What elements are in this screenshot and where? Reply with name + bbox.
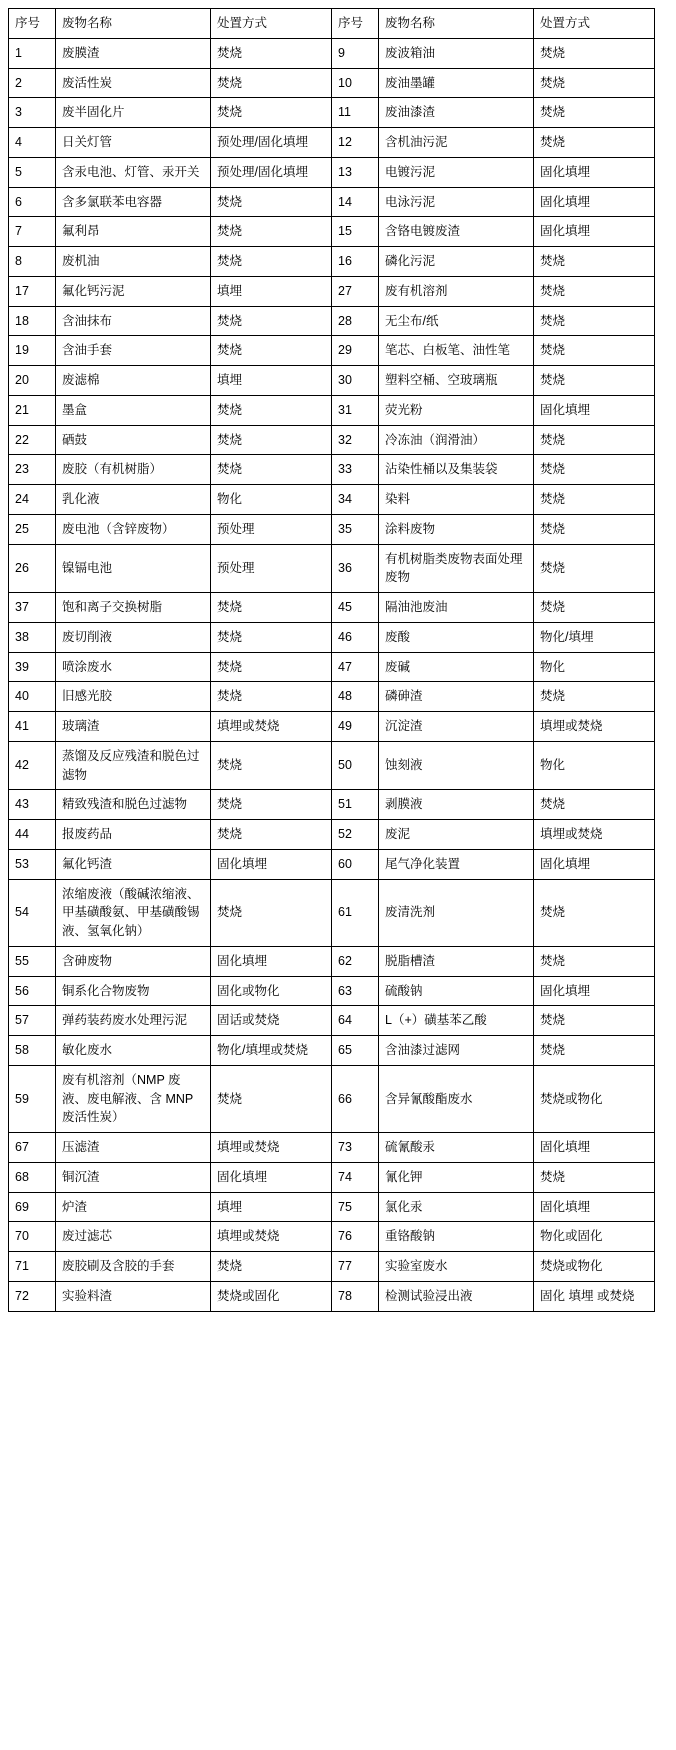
table-cell: 66 (332, 1065, 379, 1132)
table-cell: 4 (9, 128, 56, 158)
table-cell: 57 (9, 1006, 56, 1036)
table-cell: 固化填埋 (534, 187, 655, 217)
table-cell: 固化填埋 (211, 946, 332, 976)
table-cell: 78 (332, 1281, 379, 1311)
table-cell: 固化填埋 (534, 1192, 655, 1222)
table-cell: 54 (9, 879, 56, 946)
table-cell: 饱和离子交换树脂 (56, 593, 211, 623)
table-cell: 30 (332, 366, 379, 396)
table-cell: 焚烧或固化 (211, 1281, 332, 1311)
table-cell: 压滤渣 (56, 1133, 211, 1163)
table-cell: 废清洗剂 (379, 879, 534, 946)
table-cell: 68 (9, 1162, 56, 1192)
table-row (9, 1065, 655, 1132)
table-header-row (9, 9, 655, 39)
table-cell: 15 (332, 217, 379, 247)
table-cell: 废过滤芯 (56, 1222, 211, 1252)
table-body (9, 9, 655, 1312)
table-cell: 焚烧 (211, 38, 332, 68)
table-row (9, 1222, 655, 1252)
table-cell: 填埋或焚烧 (534, 712, 655, 742)
table-cell: 沉淀渣 (379, 712, 534, 742)
table-cell: 17 (9, 276, 56, 306)
table-cell: 蒸馏及反应残渣和脱色过滤物 (56, 741, 211, 790)
table-cell: 焚烧或物化 (534, 1252, 655, 1282)
table-cell: 焚烧 (534, 1162, 655, 1192)
table-cell: 焚烧 (534, 98, 655, 128)
table-row (9, 1192, 655, 1222)
table-row (9, 1036, 655, 1066)
table-cell: 焚烧 (534, 544, 655, 593)
table-row (9, 425, 655, 455)
table-row (9, 976, 655, 1006)
table-cell: 固化或物化 (211, 976, 332, 1006)
table-cell: 45 (332, 593, 379, 623)
table-cell: 沾染性桶以及集装袋 (379, 455, 534, 485)
table-cell: 58 (9, 1036, 56, 1066)
table-cell: 无尘布/纸 (379, 306, 534, 336)
table-cell: 含异氰酸酯废水 (379, 1065, 534, 1132)
table-cell: 64 (332, 1006, 379, 1036)
table-cell: 焚烧 (534, 946, 655, 976)
table-cell: 硫酸钠 (379, 976, 534, 1006)
table-row (9, 1133, 655, 1163)
table-cell: 59 (9, 1065, 56, 1132)
table-cell: 废胶（有机树脂） (56, 455, 211, 485)
table-cell: 14 (332, 187, 379, 217)
table-cell: 重铬酸钠 (379, 1222, 534, 1252)
table-cell: 电镀污泥 (379, 157, 534, 187)
table-row (9, 544, 655, 593)
table-cell: 焚烧 (211, 593, 332, 623)
table-cell: 固化填埋 (534, 217, 655, 247)
table-cell: 铜沉渣 (56, 1162, 211, 1192)
table-cell: 20 (9, 366, 56, 396)
table-cell: 塑料空桶、空玻璃瓶 (379, 366, 534, 396)
table-row (9, 849, 655, 879)
table-row (9, 1252, 655, 1282)
table-cell: 染料 (379, 485, 534, 515)
table-row (9, 946, 655, 976)
table-row (9, 336, 655, 366)
table-cell: 固化填埋 (534, 1133, 655, 1163)
table-cell: 预处理/固化填埋 (211, 157, 332, 187)
table-cell: 焚烧 (534, 247, 655, 277)
table-cell: 焚烧 (211, 879, 332, 946)
table-cell: 焚烧 (211, 395, 332, 425)
table-cell: 填埋 (211, 366, 332, 396)
table-cell: 预处理/固化填埋 (211, 128, 332, 158)
table-cell: 固化填埋 (534, 976, 655, 1006)
table-cell: 固话或焚烧 (211, 1006, 332, 1036)
table-cell: 隔油池废油 (379, 593, 534, 623)
table-cell: 焚烧或物化 (534, 1065, 655, 1132)
table-cell: 46 (332, 622, 379, 652)
table-cell: 废泥 (379, 820, 534, 850)
column-header: 序号 (332, 9, 379, 39)
table-row (9, 98, 655, 128)
table-cell: 75 (332, 1192, 379, 1222)
table-cell: 蚀刻液 (379, 741, 534, 790)
table-cell: 含机油污泥 (379, 128, 534, 158)
table-cell: 墨盒 (56, 395, 211, 425)
table-cell: 焚烧 (211, 455, 332, 485)
table-cell: 含铬电镀废渣 (379, 217, 534, 247)
table-cell: 固化填埋 (534, 395, 655, 425)
table-cell: 实验室废水 (379, 1252, 534, 1282)
table-cell: 焚烧 (211, 741, 332, 790)
table-row (9, 157, 655, 187)
table-cell: 废电池（含锌废物） (56, 514, 211, 544)
table-cell: 磷砷渣 (379, 682, 534, 712)
table-cell: 精致残渣和脱色过滤物 (56, 790, 211, 820)
hazardous-waste-table (8, 8, 655, 1312)
table-cell: 焚烧 (211, 652, 332, 682)
table-cell: 16 (332, 247, 379, 277)
table-cell: 填埋 (211, 1192, 332, 1222)
table-cell: 物化或固化 (534, 1222, 655, 1252)
table-row (9, 68, 655, 98)
table-cell: 12 (332, 128, 379, 158)
table-cell: 废膜渣 (56, 38, 211, 68)
table-cell: 检测试验浸出液 (379, 1281, 534, 1311)
table-cell: 剥膜液 (379, 790, 534, 820)
table-cell: 6 (9, 187, 56, 217)
table-cell: 镍镉电池 (56, 544, 211, 593)
table-cell: 物化 (211, 485, 332, 515)
table-cell: 9 (332, 38, 379, 68)
table-cell: 固化 填埋 或焚烧 (534, 1281, 655, 1311)
table-cell: 焚烧 (211, 306, 332, 336)
table-cell: 焚烧 (211, 622, 332, 652)
table-cell: 33 (332, 455, 379, 485)
table-cell: 固化填埋 (534, 157, 655, 187)
table-cell: 氯化汞 (379, 1192, 534, 1222)
table-cell: 焚烧 (211, 425, 332, 455)
table-cell: 19 (9, 336, 56, 366)
table-cell: 废活性炭 (56, 68, 211, 98)
table-cell: 废半固化片 (56, 98, 211, 128)
table-cell: 21 (9, 395, 56, 425)
table-cell: 焚烧 (534, 336, 655, 366)
table-cell: 有机树脂类废物表面处理废物 (379, 544, 534, 593)
table-cell: 44 (9, 820, 56, 850)
table-row (9, 790, 655, 820)
table-cell: 废油墨罐 (379, 68, 534, 98)
table-cell: 焚烧 (211, 682, 332, 712)
table-cell: 报废药品 (56, 820, 211, 850)
column-header: 处置方式 (534, 9, 655, 39)
table-cell: 焚烧 (211, 247, 332, 277)
table-cell: 2 (9, 68, 56, 98)
table-cell: 焚烧 (534, 455, 655, 485)
table-cell: 敏化废水 (56, 1036, 211, 1066)
table-cell: 废切削液 (56, 622, 211, 652)
table-row (9, 1162, 655, 1192)
table-cell: 铜系化合物废物 (56, 976, 211, 1006)
table-cell: 焚烧 (534, 514, 655, 544)
table-cell: 废滤棉 (56, 366, 211, 396)
table-cell: 28 (332, 306, 379, 336)
table-cell: 焚烧 (211, 790, 332, 820)
table-cell: 焚烧 (534, 38, 655, 68)
table-row (9, 187, 655, 217)
table-cell: 焚烧 (534, 68, 655, 98)
table-cell: 固化填埋 (534, 849, 655, 879)
table-cell: 65 (332, 1036, 379, 1066)
table-cell: 7 (9, 217, 56, 247)
table-row (9, 485, 655, 515)
table-cell: 废波箱油 (379, 38, 534, 68)
table-cell: 37 (9, 593, 56, 623)
table-cell: 13 (332, 157, 379, 187)
table-row (9, 276, 655, 306)
table-cell: 含油手套 (56, 336, 211, 366)
table-cell: 焚烧 (211, 336, 332, 366)
table-cell: 63 (332, 976, 379, 1006)
table-cell: 焚烧 (534, 366, 655, 396)
table-cell: 废机油 (56, 247, 211, 277)
table-cell: 62 (332, 946, 379, 976)
table-cell: 填埋或焚烧 (211, 1222, 332, 1252)
table-cell: 含砷废物 (56, 946, 211, 976)
column-header: 序号 (9, 9, 56, 39)
table-cell: 实验料渣 (56, 1281, 211, 1311)
table-cell: 70 (9, 1222, 56, 1252)
table-cell: 36 (332, 544, 379, 593)
table-row (9, 652, 655, 682)
table-row (9, 1006, 655, 1036)
table-cell: 废胶刷及含胶的手套 (56, 1252, 211, 1282)
table-cell: 焚烧 (534, 425, 655, 455)
table-cell: 焚烧 (534, 128, 655, 158)
table-cell: 炉渣 (56, 1192, 211, 1222)
table-cell: 77 (332, 1252, 379, 1282)
table-row (9, 366, 655, 396)
table-cell: 填埋或焚烧 (534, 820, 655, 850)
table-cell: 旧感光胶 (56, 682, 211, 712)
table-cell: 18 (9, 306, 56, 336)
table-cell: 71 (9, 1252, 56, 1282)
table-cell: 填埋或焚烧 (211, 712, 332, 742)
table-cell: 物化 (534, 652, 655, 682)
table-row (9, 622, 655, 652)
table-cell: 填埋 (211, 276, 332, 306)
table-cell: 焚烧 (211, 217, 332, 247)
table-cell: 73 (332, 1133, 379, 1163)
table-cell: 废酸 (379, 622, 534, 652)
table-cell: 预处理 (211, 514, 332, 544)
table-cell: 废有机溶剂 (379, 276, 534, 306)
table-cell: 27 (332, 276, 379, 306)
table-cell: 焚烧 (534, 276, 655, 306)
table-cell: 硫氰酸汞 (379, 1133, 534, 1163)
table-cell: 冷冻油（润滑油） (379, 425, 534, 455)
table-cell: 含汞电池、灯管、汞开关 (56, 157, 211, 187)
table-cell: 焚烧 (534, 790, 655, 820)
table-cell: 焚烧 (211, 820, 332, 850)
table-cell: 42 (9, 741, 56, 790)
table-cell: 填埋或焚烧 (211, 1133, 332, 1163)
table-cell: 49 (332, 712, 379, 742)
table-cell: 涂料废物 (379, 514, 534, 544)
table-cell: 51 (332, 790, 379, 820)
table-cell: 43 (9, 790, 56, 820)
table-cell: 废有机溶剂（NMP 废液、废电解液、含 MNP 废活性炭） (56, 1065, 211, 1132)
table-cell: 浓缩废液（酸碱浓缩液、甲基磺酸氨、甲基磺酸锡液、氢氧化钠） (56, 879, 211, 946)
table-cell: 48 (332, 682, 379, 712)
table-cell: 脱脂槽渣 (379, 946, 534, 976)
table-cell: 焚烧 (211, 1065, 332, 1132)
table-row (9, 38, 655, 68)
table-cell: 焚烧 (534, 306, 655, 336)
table-cell: 焚烧 (534, 682, 655, 712)
table-cell: 41 (9, 712, 56, 742)
table-row (9, 712, 655, 742)
table-row (9, 879, 655, 946)
table-cell: 氟化钙渣 (56, 849, 211, 879)
table-cell: 61 (332, 879, 379, 946)
table-cell: 预处理 (211, 544, 332, 593)
column-header: 废物名称 (56, 9, 211, 39)
table-cell: 尾气净化装置 (379, 849, 534, 879)
table-row (9, 306, 655, 336)
table-cell: 74 (332, 1162, 379, 1192)
table-cell: 废碱 (379, 652, 534, 682)
table-cell: 60 (332, 849, 379, 879)
table-cell: 5 (9, 157, 56, 187)
table-cell: 喷涂废水 (56, 652, 211, 682)
table-cell: 56 (9, 976, 56, 1006)
table-cell: 焚烧 (534, 1036, 655, 1066)
table-cell: 含多氯联苯电容器 (56, 187, 211, 217)
table-row (9, 217, 655, 247)
table-cell: 笔芯、白板笔、油性笔 (379, 336, 534, 366)
table-cell: 25 (9, 514, 56, 544)
table-cell: 焚烧 (211, 98, 332, 128)
column-header: 处置方式 (211, 9, 332, 39)
table-cell: 硒鼓 (56, 425, 211, 455)
table-cell: 焚烧 (534, 485, 655, 515)
table-row (9, 128, 655, 158)
table-cell: 荧光粉 (379, 395, 534, 425)
table-cell: 22 (9, 425, 56, 455)
table-cell: 电泳污泥 (379, 187, 534, 217)
table-cell: 10 (332, 68, 379, 98)
table-cell: 35 (332, 514, 379, 544)
table-cell: 23 (9, 455, 56, 485)
table-cell: 磷化污泥 (379, 247, 534, 277)
table-row (9, 593, 655, 623)
table-cell: 38 (9, 622, 56, 652)
table-cell: 52 (332, 820, 379, 850)
table-cell: 焚烧 (211, 187, 332, 217)
table-row (9, 682, 655, 712)
column-header: 废物名称 (379, 9, 534, 39)
table-cell: 焚烧 (211, 1252, 332, 1282)
table-row (9, 1281, 655, 1311)
table-cell: 32 (332, 425, 379, 455)
table-row (9, 455, 655, 485)
table-cell: 物化 (534, 741, 655, 790)
table-cell: 废油漆渣 (379, 98, 534, 128)
table-cell: 含油抹布 (56, 306, 211, 336)
table-cell: 日关灯管 (56, 128, 211, 158)
table-cell: 物化/填埋 (534, 622, 655, 652)
table-cell: 76 (332, 1222, 379, 1252)
table-cell: 乳化液 (56, 485, 211, 515)
table-cell: 焚烧 (534, 879, 655, 946)
table-cell: 氰化钾 (379, 1162, 534, 1192)
table-cell: 26 (9, 544, 56, 593)
table-cell: 氟化钙污泥 (56, 276, 211, 306)
table-cell: 固化填埋 (211, 849, 332, 879)
table-cell: 50 (332, 741, 379, 790)
table-cell: 67 (9, 1133, 56, 1163)
table-row (9, 741, 655, 790)
table-row (9, 820, 655, 850)
table-cell: 玻璃渣 (56, 712, 211, 742)
table-cell: 53 (9, 849, 56, 879)
table-cell: 31 (332, 395, 379, 425)
table-cell: 物化/填埋或焚烧 (211, 1036, 332, 1066)
table-cell: 72 (9, 1281, 56, 1311)
table-cell: 69 (9, 1192, 56, 1222)
table-cell: 29 (332, 336, 379, 366)
table-cell: 39 (9, 652, 56, 682)
table-cell: 55 (9, 946, 56, 976)
table-cell: 40 (9, 682, 56, 712)
table-cell: 34 (332, 485, 379, 515)
table-cell: 焚烧 (211, 68, 332, 98)
table-cell: 固化填埋 (211, 1162, 332, 1192)
table-cell: 弹药装药废水处理污泥 (56, 1006, 211, 1036)
table-cell: 8 (9, 247, 56, 277)
table-cell: 焚烧 (534, 593, 655, 623)
table-cell: 1 (9, 38, 56, 68)
table-cell: 47 (332, 652, 379, 682)
table-cell: 24 (9, 485, 56, 515)
table-cell: L（+）磺基苯乙酸 (379, 1006, 534, 1036)
table-cell: 含油漆过滤网 (379, 1036, 534, 1066)
table-row (9, 395, 655, 425)
table-cell: 焚烧 (534, 1006, 655, 1036)
table-row (9, 247, 655, 277)
table-cell: 氟利昂 (56, 217, 211, 247)
table-cell: 11 (332, 98, 379, 128)
table-cell: 3 (9, 98, 56, 128)
table-row (9, 514, 655, 544)
